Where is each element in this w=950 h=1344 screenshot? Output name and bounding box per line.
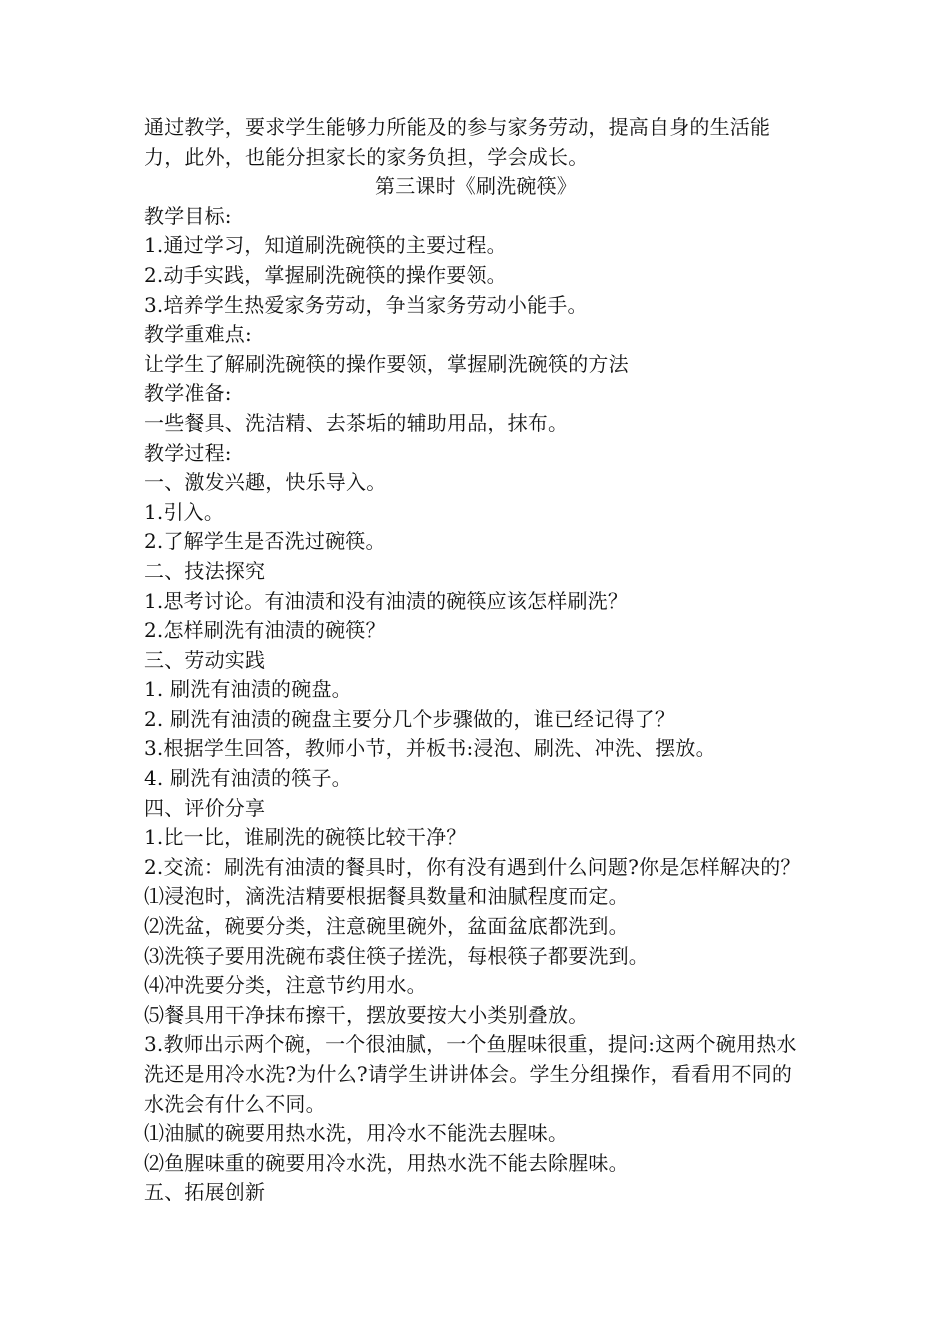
- text-line: 教学准备:: [144, 381, 232, 406]
- exchange-paragraph: 2.交流：刷洗有油渍的餐具时，你有没有遇到什么问题?你是怎样解决的？: [144, 854, 801, 879]
- text-line: 1.思考讨论。有油渍和没有油渍的碗筷应该怎样刷洗？: [144, 588, 629, 613]
- teacher-paragraph: 3.教师出示两个碗，一个很油腻，一个鱼腥味很重，提问:这两个碗用热水洗还是用冷水洗?为什么?请学生讲讲体会。学生分组操作，看看用不同的水洗会有什么不同。: [144, 1032, 797, 1116]
- text-line: 一、激发兴趣，快乐导入。: [144, 470, 387, 495]
- text-line: ⑴油腻的碗要用热水洗，用冷水不能洗去腥味。: [144, 1121, 569, 1146]
- lesson-title: 第三课时《刷洗碗筷》: [375, 174, 577, 199]
- text-line: 2. 刷洗有油渍的碗盘主要分几个步骤做的，谁已经记得了？: [144, 706, 676, 731]
- section-heading: 五、拓展创新: [144, 1180, 266, 1205]
- text-line: 4. 刷洗有油渍的筷子。: [144, 766, 352, 791]
- document-body: [144, 113, 808, 1208]
- text-line: 1. 刷洗有油渍的碗盘。: [144, 677, 352, 702]
- text-line: 3.培养学生热爱家务劳动，争当家务劳动小能手。: [144, 292, 588, 317]
- text-line: 1.通过学习，知道刷洗碗筷的主要过程。: [144, 233, 507, 258]
- text-line: 教学过程:: [144, 440, 232, 465]
- text-line: 3.根据学生回答，教师小节，并板书:浸泡、刷洗、冲洗、摆放。: [144, 736, 716, 761]
- text-line: 1.比一比，谁刷洗的碗筷比较干净？: [144, 825, 467, 850]
- text-line: 二、技法探究: [144, 558, 266, 583]
- text-line: 1.引入。: [144, 499, 225, 524]
- text-line: ⑷冲洗要分类，注意节约用水。: [144, 973, 427, 998]
- text-line: 四、评价分享: [144, 795, 266, 820]
- text-line: 2.怎样刷洗有油渍的碗筷？: [144, 618, 386, 643]
- text-line: 让学生了解刷洗碗筷的操作要领，掌握刷洗碗筷的方法: [144, 351, 629, 376]
- text-line: 三、劳动实践: [144, 647, 266, 672]
- text-line: ⑵鱼腥味重的碗要用冷水洗，用热水洗不能去除腥味。: [144, 1150, 629, 1175]
- intro-paragraph: 通过教学，要求学生能够力所能及的参与家务劳动，提高自身的生活能力，此外，也能分担家长的家务负担，学会成长。: [144, 115, 771, 169]
- text-line: ⑶洗筷子要用洗碗布裘住筷子搓洗，每根筷子都要洗到。: [144, 943, 649, 968]
- text-line: ⑵洗盆，碗要分类，注意碗里碗外，盆面盆底都洗到。: [144, 914, 629, 939]
- text-line: 教学目标:: [144, 203, 232, 228]
- text-line: ⑸餐具用干净抹布擦干，摆放要按大小类别叠放。: [144, 1002, 589, 1027]
- text-line: 2.动手实践，掌握刷洗碗筷的操作要领。: [144, 262, 507, 287]
- text-line: ⑴浸泡时，滴洗洁精要根据餐具数量和油腻程度而定。: [144, 884, 629, 909]
- text-line: 教学重难点:: [144, 322, 252, 347]
- text-line: 2.了解学生是否洗过碗筷。: [144, 529, 386, 554]
- text-line: 一些餐具、洗洁精、去茶垢的辅助用品，抹布。: [144, 410, 569, 435]
